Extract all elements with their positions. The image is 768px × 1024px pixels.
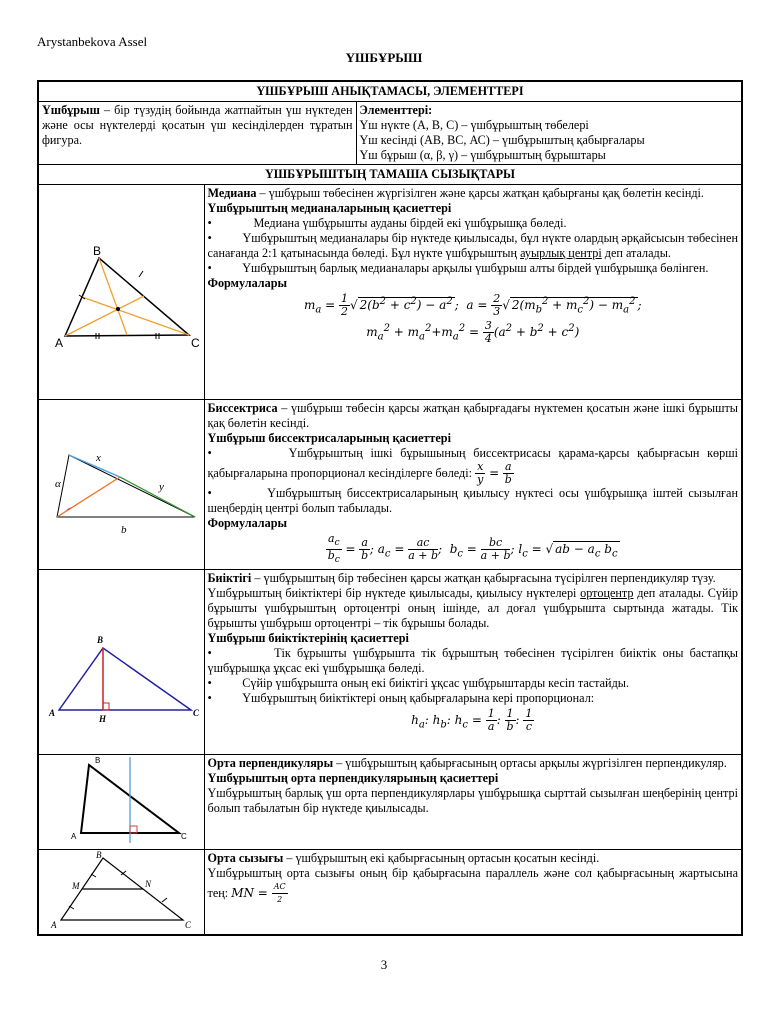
element-item: Үш бұрыш (α, β, γ) – үшбұрыштың бұрыштары xyxy=(359,148,606,162)
centroid-term: ауырлық центрі xyxy=(520,246,602,260)
x-label: x xyxy=(96,451,102,464)
vertex-a-label: A xyxy=(71,832,77,842)
y-label: y xyxy=(159,480,165,493)
midpoint-m-label: M xyxy=(72,881,80,892)
midline-term: Орта сызығы xyxy=(207,851,284,866)
median-figure xyxy=(41,185,201,395)
definition-text: – бір түзудің бойында жатпайтын үш нүктеден және осы нүктелерді қосатын үш кесінділерден тұратын фигура. xyxy=(42,103,353,147)
median-props-heading: Үшбұрыштың медианаларының қасиеттері xyxy=(207,201,452,215)
perp-bisector-definition: Орта перпендикуляры – үшбұрыштың қабырғасының ортасы арқылы жүргізілген перпендикуляр. xyxy=(207,756,727,771)
midline-figure xyxy=(41,850,201,930)
altitude-row xyxy=(38,570,742,755)
vertex-a-label: A xyxy=(49,708,56,719)
median-prop: • Үшбұрыштың барлық медианалары арқылы үшбұрыш алты бірдей үшбұрышқа бөлінген. xyxy=(207,261,709,275)
perp-bisector-text xyxy=(204,755,742,850)
midline-figure-cell xyxy=(38,850,204,936)
bisector-term: Биссектриса xyxy=(207,401,278,415)
bisector-formula: $\frac{a_c}{b_c}$ = $\frac{a}{b}$ ; $a_c$ = $\frac{ac}{a + b}$ ; $b_c$ = $\frac{bc}{a + b}$ ; $l_c$ = √ ab − $a_c$ $b_c$ xyxy=(327,532,618,566)
altitude-figure-cell xyxy=(38,570,204,755)
median-prop: • Медиана үшбұрышты ауданы бірдей екі үшбұрышқа бөледі. xyxy=(207,216,567,230)
midline-definition: Орта сызығы – үшбұрыштың екі қабырғасының ортасын қосатын кесінді. xyxy=(207,851,600,866)
vertex-b-label: B xyxy=(97,635,104,646)
section2-heading-row xyxy=(38,165,742,185)
altitude-text xyxy=(204,570,742,755)
midline-row xyxy=(38,850,742,936)
bisector-row xyxy=(38,400,742,570)
bisector-formulas-heading: Формулалары xyxy=(207,516,288,530)
orthocenter-term: ортоцентр xyxy=(580,586,634,601)
midline-prop: Үшбұрыштың орта сызығы оның бір қабырғасына параллель және сол қабырғасының жартысына тең: MN = $\frac{AC}{2}$ xyxy=(207,866,738,905)
perp-bisector-prop: Үшбұрыштың барлық үш орта перпендикулярлары үшбұрышқа сырттай сызылған шеңберінің центрі болып табылатын бір нүктеде қиылысады. xyxy=(207,786,738,816)
section2-heading: ҮШБҰРЫШТЫҢ ТАМАША СЫЗЫҚТАРЫ xyxy=(38,165,742,185)
vertex-b-label: B xyxy=(93,244,102,258)
bisector-props-heading: Үшбұрыш биссектрисаларының қасиеттері xyxy=(207,431,451,445)
altitude-term: Биіктігі xyxy=(207,571,252,586)
altitude-definition: Биіктігі – үшбұрыштың бір төбесінен қарсы жатқан қабырғасына түсірілген перпендикуляр түзу. xyxy=(207,571,716,586)
vertex-b-label: B xyxy=(96,850,102,861)
median-definition-text: – үшбұрыш төбесінен жүргізілген және қарсы жатқан қабырғаны қақ бөлетін кесінді. xyxy=(256,186,704,200)
median-row xyxy=(38,185,742,400)
bisector-text xyxy=(204,400,742,570)
perp-bisector-term: Орта перпендикуляры xyxy=(207,756,334,771)
b-label: b xyxy=(121,523,127,536)
element-item: Үш нүкте (А, В, С) – үшбұрыштың төбелері xyxy=(359,118,589,132)
bisector-definition: Биссектриса – үшбұрыш төбесін қарсы жатқан қабырғадағы нүктемен қосатын және ішкі бұрышты қақ бөлетін кесінді. xyxy=(207,401,738,430)
median-formulas-heading: Формулалары xyxy=(207,276,288,290)
altitude-prop: • Сүйір үшбұрышта оның екі биіктігі ұқсас үшбұрыштарды кесіп тастайды. xyxy=(207,676,630,691)
page-title: ҮШБҰРЫШ xyxy=(345,50,423,65)
section1-heading-row xyxy=(38,81,742,102)
bisector-prop: • Үшбұрыштың ішкі бұрышының биссектрисасы қарама-қарсы қабырғасын көрші қабырғаларына пропорционал кесінділерге бөледі: $\frac{x}{y}$ = $\frac{a}{b}$ xyxy=(207,446,738,486)
median-prop: • Үшбұрыштың медианалары бір нүктеде қиылысады, бұл нүкте олардың әрқайсысын төбесінен санағанда 2:1 қатынасында бөледі. Бұл нүкте үшбұрыштың ауырлық центрі деп аталады. xyxy=(207,231,738,260)
altitude-prop: • Үшбұрыштың биіктіктері оның қабырғаларына кері пропорционал: xyxy=(207,691,595,706)
median-term: Медиана xyxy=(207,186,257,200)
definition-term: Үшбұрыш xyxy=(42,103,100,117)
median-formula-2: $m_a^2 + m_a^2+m_a^2$ = $\frac{3}{4}$ $(a^2 + b^2 + c^2)$ xyxy=(366,319,580,345)
triangle-definition xyxy=(38,102,356,165)
altitude-orthocenter-text: Үшбұрыштың биіктіктері бір нүктеде қиылысады, қиылысу нүктелері ортоцентр деп аталады. Сүйір бұрышты үшбұрыштың ортоцентрі оның ішінде, ал доғал үшбұрышта сыртында жатады. Тік бұрышты үшбұрыш ортоцентрі – тік бұрышы болады. xyxy=(207,586,738,631)
median-definition xyxy=(208,186,739,201)
vertex-c-label: C xyxy=(185,920,192,931)
altitude-props-heading: Үшбұрыш биіктіктерінің қасиеттері xyxy=(207,631,409,646)
median-formula-1: $m_a$ = $\frac{1}{2}$ √ $2(b^2 + c^2) - a^2$ ; a = $\frac{2}{3}$ √ $2(m_b^2 + m_c^2) - m_a^2$ ; xyxy=(303,292,642,318)
bisector-figure-cell xyxy=(38,400,204,570)
bisector-figure xyxy=(41,403,201,563)
section1-heading: ҮШБҰРЫШ АНЫҚТАМАСЫ, ЭЛЕМЕНТТЕРІ xyxy=(38,81,742,102)
midpoint-n-label: N xyxy=(145,879,152,890)
median-text xyxy=(204,185,742,400)
alpha-label: α xyxy=(55,477,62,490)
elements-heading: Элементтері: xyxy=(359,103,433,117)
page-number: 3 xyxy=(380,957,388,972)
median-figure-cell xyxy=(38,185,204,400)
triangle-elements xyxy=(356,102,742,165)
altitude-prop: • Тік бұрышты үшбұрышта тік бұрыштың төбесінен түсірілген биіктік оны бастапқы үшбұрышқа ұқсас екі үшбұрышқа бөледі. xyxy=(207,646,738,676)
vertex-a-label: A xyxy=(55,336,64,350)
altitude-figure xyxy=(41,570,201,750)
content-table xyxy=(37,80,743,936)
foot-h-label: H xyxy=(99,714,107,725)
perp-bisector-figure-cell xyxy=(38,755,204,850)
vertex-c-label: C xyxy=(191,336,200,350)
perp-bisector-row xyxy=(38,755,742,850)
perp-bisector-figure xyxy=(41,755,201,845)
author-name: Arystanbekova Assel xyxy=(37,34,148,49)
perp-bisector-props-heading: Үшбұрыштың орта перпендикулярының қасиеттері xyxy=(207,771,499,786)
vertex-b-label: B xyxy=(95,756,101,766)
vertex-a-label: A xyxy=(51,920,57,931)
vertex-c-label: C xyxy=(181,832,188,842)
definition-row xyxy=(38,102,742,165)
altitude-formula: $h_a$: $h_b$: $h_c$ = $\frac{1}{a}$ : $\frac{1}{b}$ : $\frac{1}{c}$ xyxy=(411,707,533,734)
element-item: Үш кесінді (АВ, ВС, АС) – үшбұрыштың қабырғалары xyxy=(359,133,645,147)
bisector-prop: • Үшбұрыштың биссектрисаларының қиылысу нүктесі осы үшбұрышқа іштей сызылған шеңбердің центрі болып табылады. xyxy=(207,486,738,515)
vertex-c-label: C xyxy=(193,708,200,719)
midline-text xyxy=(204,850,742,936)
